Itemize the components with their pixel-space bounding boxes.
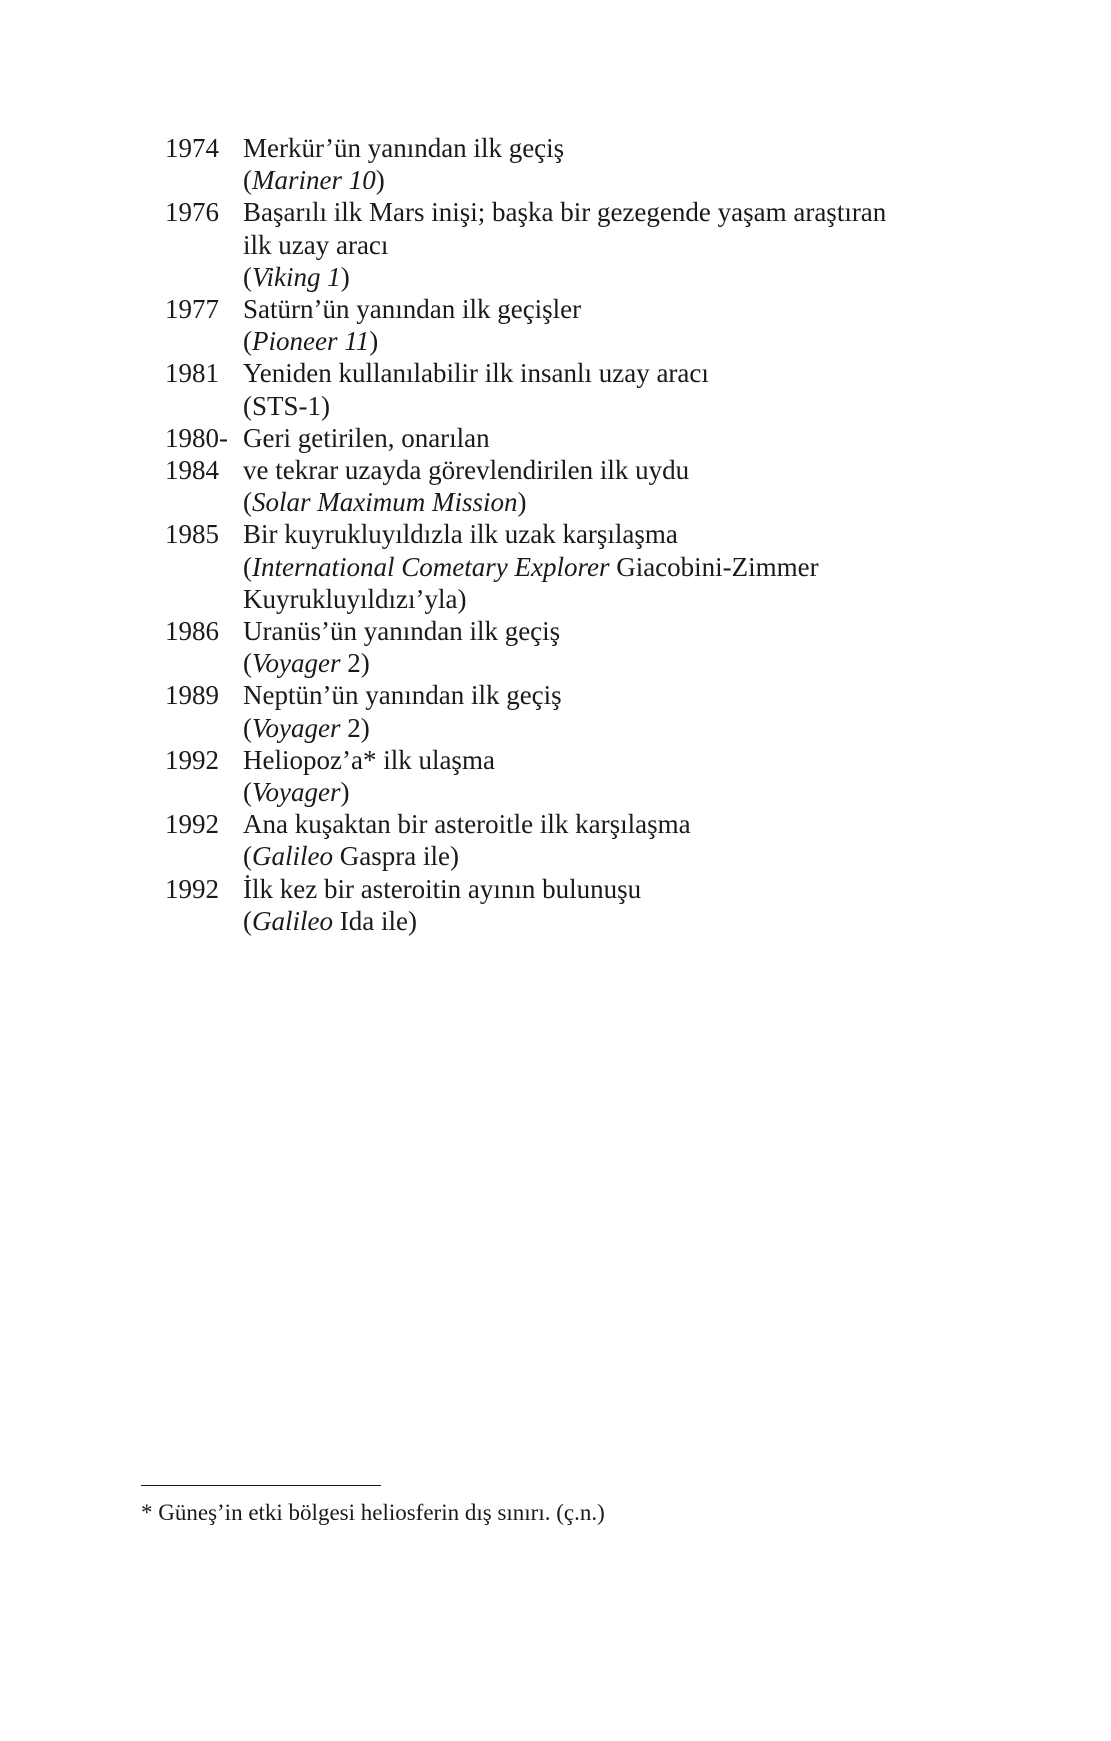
entry-year: 1986: [165, 616, 219, 647]
footnote: * Güneş’in etki bölgesi heliosferin dış sınırı. (ç.n.): [141, 1500, 605, 1525]
text-segment: 2): [340, 712, 370, 743]
text-segment: ): [369, 326, 379, 357]
text-segment: Heliopoz’a* ilk ulaşma: [243, 744, 495, 775]
description-line: [243, 712, 965, 744]
text-segment: Yeniden kullanılabilir ilk insanlı uzay aracı: [243, 358, 709, 389]
spacecraft-name: Galileo: [252, 841, 333, 872]
entry-year: 1985: [165, 519, 219, 550]
text-segment: (: [243, 777, 252, 808]
timeline-entry: [165, 873, 965, 937]
entry-year: 1989: [165, 680, 219, 711]
entry-year: 1976: [165, 197, 219, 228]
description-line: [243, 132, 965, 164]
text-segment: (: [243, 841, 252, 872]
spacecraft-name: Mariner 10: [252, 165, 376, 196]
description-line: [243, 679, 965, 711]
entry-description: [243, 132, 965, 196]
entry-description: [243, 873, 965, 937]
text-segment: Gaspra ile): [333, 841, 459, 872]
entry-description: [243, 744, 965, 808]
description-line: [243, 583, 965, 615]
text-segment: ): [375, 165, 385, 196]
entry-description: [243, 293, 965, 357]
description-line: [243, 486, 965, 518]
entry-description: [243, 679, 965, 743]
description-line: [243, 422, 965, 454]
description-line: [243, 551, 965, 583]
text-segment: (STS-1): [243, 390, 330, 421]
description-line: [243, 647, 965, 679]
spacecraft-name: Voyager: [252, 777, 341, 808]
spacecraft-name: International Cometary Explorer: [252, 551, 610, 582]
text-segment: (: [243, 648, 252, 679]
text-segment: ): [517, 487, 527, 518]
description-line: [243, 615, 965, 647]
text-segment: Satürn’ün yanından ilk geçişler: [243, 294, 582, 325]
timeline-entry: [165, 132, 965, 196]
spacecraft-name: Pioneer 11: [252, 326, 370, 357]
entry-description: [243, 615, 965, 679]
spacecraft-name: Voyager: [252, 712, 341, 743]
text-segment: ilk uzay aracı: [243, 229, 389, 260]
text-segment: Giacobini-Zimmer: [609, 551, 819, 582]
timeline-entry: [165, 196, 965, 293]
entry-year: 1992: [165, 809, 219, 840]
description-line: [243, 873, 965, 905]
description-line: [243, 776, 965, 808]
timeline-entry: [165, 293, 965, 357]
footnote-divider: [141, 1485, 381, 1486]
entry-year: 1974: [165, 133, 219, 163]
spacecraft-name: Galileo: [252, 905, 333, 936]
entry-description: [243, 808, 965, 872]
timeline-entry: [165, 422, 965, 519]
text-segment: Başarılı ilk Mars inişi; başka bir gezegende yaşam araştıran: [243, 197, 887, 228]
text-segment: (: [243, 165, 252, 196]
text-segment: Ida ile): [333, 905, 417, 936]
text-segment: Kuyrukluyıldızı’yla): [243, 583, 467, 614]
entry-description: [243, 357, 965, 421]
timeline-entry: [165, 744, 965, 808]
text-segment: (: [243, 487, 252, 518]
text-segment: ): [340, 777, 350, 808]
entry-description: [243, 422, 965, 519]
description-line: [243, 229, 965, 261]
text-segment: İlk kez bir asteroitin ayının bulunuşu: [243, 873, 642, 904]
timeline-list: [165, 132, 965, 937]
text-segment: Uranüs’ün yanından ilk geçiş: [243, 616, 561, 647]
description-line: [243, 808, 965, 840]
description-line: [243, 744, 965, 776]
entry-year: 1977: [165, 294, 219, 325]
description-line: [243, 357, 965, 389]
entry-year: 1992: [165, 873, 219, 904]
text-segment: ve tekrar uzayda görevlendirilen ilk uydu: [243, 455, 690, 486]
entry-year: 1981: [165, 358, 219, 389]
text-segment: Merkür’ün yanından ilk geçiş: [243, 133, 565, 163]
text-segment: 2): [340, 648, 370, 679]
text-segment: (: [243, 905, 252, 936]
description-line: [243, 196, 965, 228]
description-line: [243, 840, 965, 872]
description-line: [243, 454, 965, 486]
spacecraft-name: Solar Maximum Mission: [252, 487, 518, 518]
text-segment: Neptün’ün yanından ilk geçiş: [243, 680, 562, 711]
description-line: [243, 325, 965, 357]
entry-description: [243, 518, 965, 615]
spacecraft-name: Viking 1: [252, 261, 341, 292]
entry-year: 1992: [165, 744, 219, 775]
text-segment: Ana kuşaktan bir asteroitle ilk karşılaşma: [243, 809, 691, 840]
description-line: [243, 261, 965, 293]
spacecraft-name: Voyager: [252, 648, 341, 679]
entry-description: [243, 196, 965, 293]
description-line: [243, 518, 965, 550]
description-line: [243, 905, 965, 937]
timeline-entry: [165, 615, 965, 679]
text-segment: (: [243, 261, 252, 292]
description-line: [243, 293, 965, 325]
text-segment: Bir kuyrukluyıldızla ilk uzak karşılaşma: [243, 519, 678, 550]
description-line: [243, 390, 965, 422]
entry-year: 1980- 1984: [165, 422, 228, 486]
timeline-entry: [165, 808, 965, 872]
text-segment: (: [243, 551, 252, 582]
text-segment: (: [243, 712, 252, 743]
text-segment: Geri getirilen, onarılan: [243, 422, 490, 453]
text-segment: ): [340, 261, 350, 292]
text-segment: (: [243, 326, 252, 357]
timeline-entry: [165, 357, 965, 421]
timeline-entry: [165, 518, 965, 615]
description-line: [243, 164, 965, 196]
timeline-entry: [165, 679, 965, 743]
